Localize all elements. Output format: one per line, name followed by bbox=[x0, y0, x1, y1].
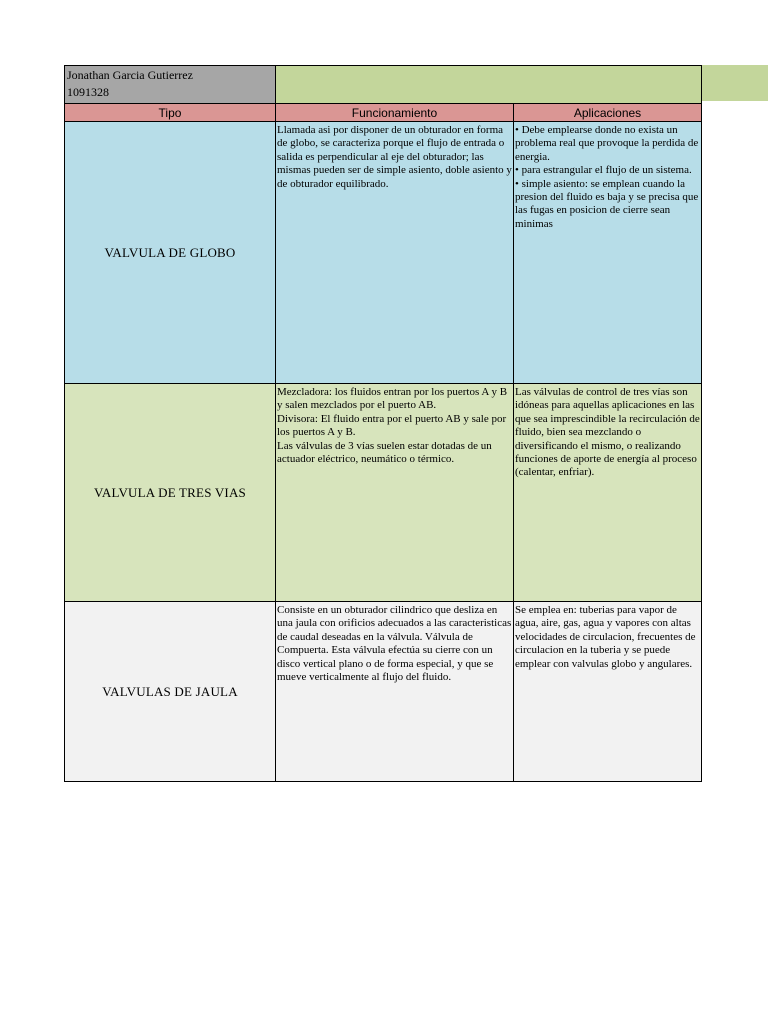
funcionamiento-cell[interactable]: Llamada asi por disponer de un obturador en forma de globo, se caracteriza porque el flujo de entrada o salida es perpendicular al eje del obturador; las mismas pueden ser de simple asiento, doble asiento y de obturador equilibrado. bbox=[276, 122, 514, 384]
tipo-cell[interactable]: VALVULA DE TRES VIAS bbox=[65, 384, 276, 602]
aplicaciones-cell[interactable]: Se emplea en: tuberias para vapor de agua, aire, gas, agua y vapores con altas velocidades de circulacion, frecuentes de circulacion en la tuberia y se puede emplear con valvulas globo y angulares. bbox=[514, 602, 702, 782]
title-banner-overflow bbox=[701, 65, 768, 101]
title-cell[interactable] bbox=[276, 66, 702, 104]
column-header-aplicaciones[interactable]: Aplicaciones bbox=[514, 104, 702, 122]
funcionamiento-cell[interactable]: Mezcladora: los fluidos entran por los puertos A y B y salen mezclados por el puerto AB. Divisora: El fluido entra por el puerto AB y sale por los puertos A y B. Las válvulas de 3 vías suelen estar dotadas de un actuador eléctrico, neumático o térmico. bbox=[276, 384, 514, 602]
column-header-funcionamiento[interactable]: Funcionamiento bbox=[276, 104, 514, 122]
table-row bbox=[65, 122, 702, 384]
author-name: Jonathan Garcia Gutierrez bbox=[67, 68, 193, 82]
tipo-cell[interactable]: VALVULA DE GLOBO bbox=[65, 122, 276, 384]
author-row bbox=[65, 66, 702, 104]
tipo-cell[interactable]: VALVULAS DE JAULA bbox=[65, 602, 276, 782]
author-id: 1091328 bbox=[67, 85, 109, 99]
aplicaciones-cell[interactable]: • Debe emplearse donde no exista un problema real que provoque la perdida de energia. • para estrangular el flujo de un sistema. • simple asiento: se emplean cuando la presion del fluido es baja y se precisa que las fugas en posicion de cierre sean minimas bbox=[514, 122, 702, 384]
table-row bbox=[65, 602, 702, 782]
aplicaciones-cell[interactable]: Las válvulas de control de tres vías son idóneas para aquellas aplicaciones en las que sea imprescindible la recirculación de fluido, bien sea mezclando o diversificando el mismo, o realizando funciones de aporte de energía al proceso (calentar, enfriar). bbox=[514, 384, 702, 602]
funcionamiento-cell[interactable]: Consiste en un obturador cilindrico que desliza en una jaula con orificios adecuados a las caracteristicas de caudal deseadas en la válvula. Válvula de Compuerta. Esta válvula efectúa su cierre con un disco vertical plano o de forma especial, y que se mueve verticalmente al flujo del fluido. bbox=[276, 602, 514, 782]
valve-table bbox=[64, 65, 702, 782]
author-cell[interactable] bbox=[65, 66, 276, 104]
column-header-row bbox=[65, 104, 702, 122]
table-row bbox=[65, 384, 702, 602]
column-header-tipo[interactable]: Tipo bbox=[65, 104, 276, 122]
